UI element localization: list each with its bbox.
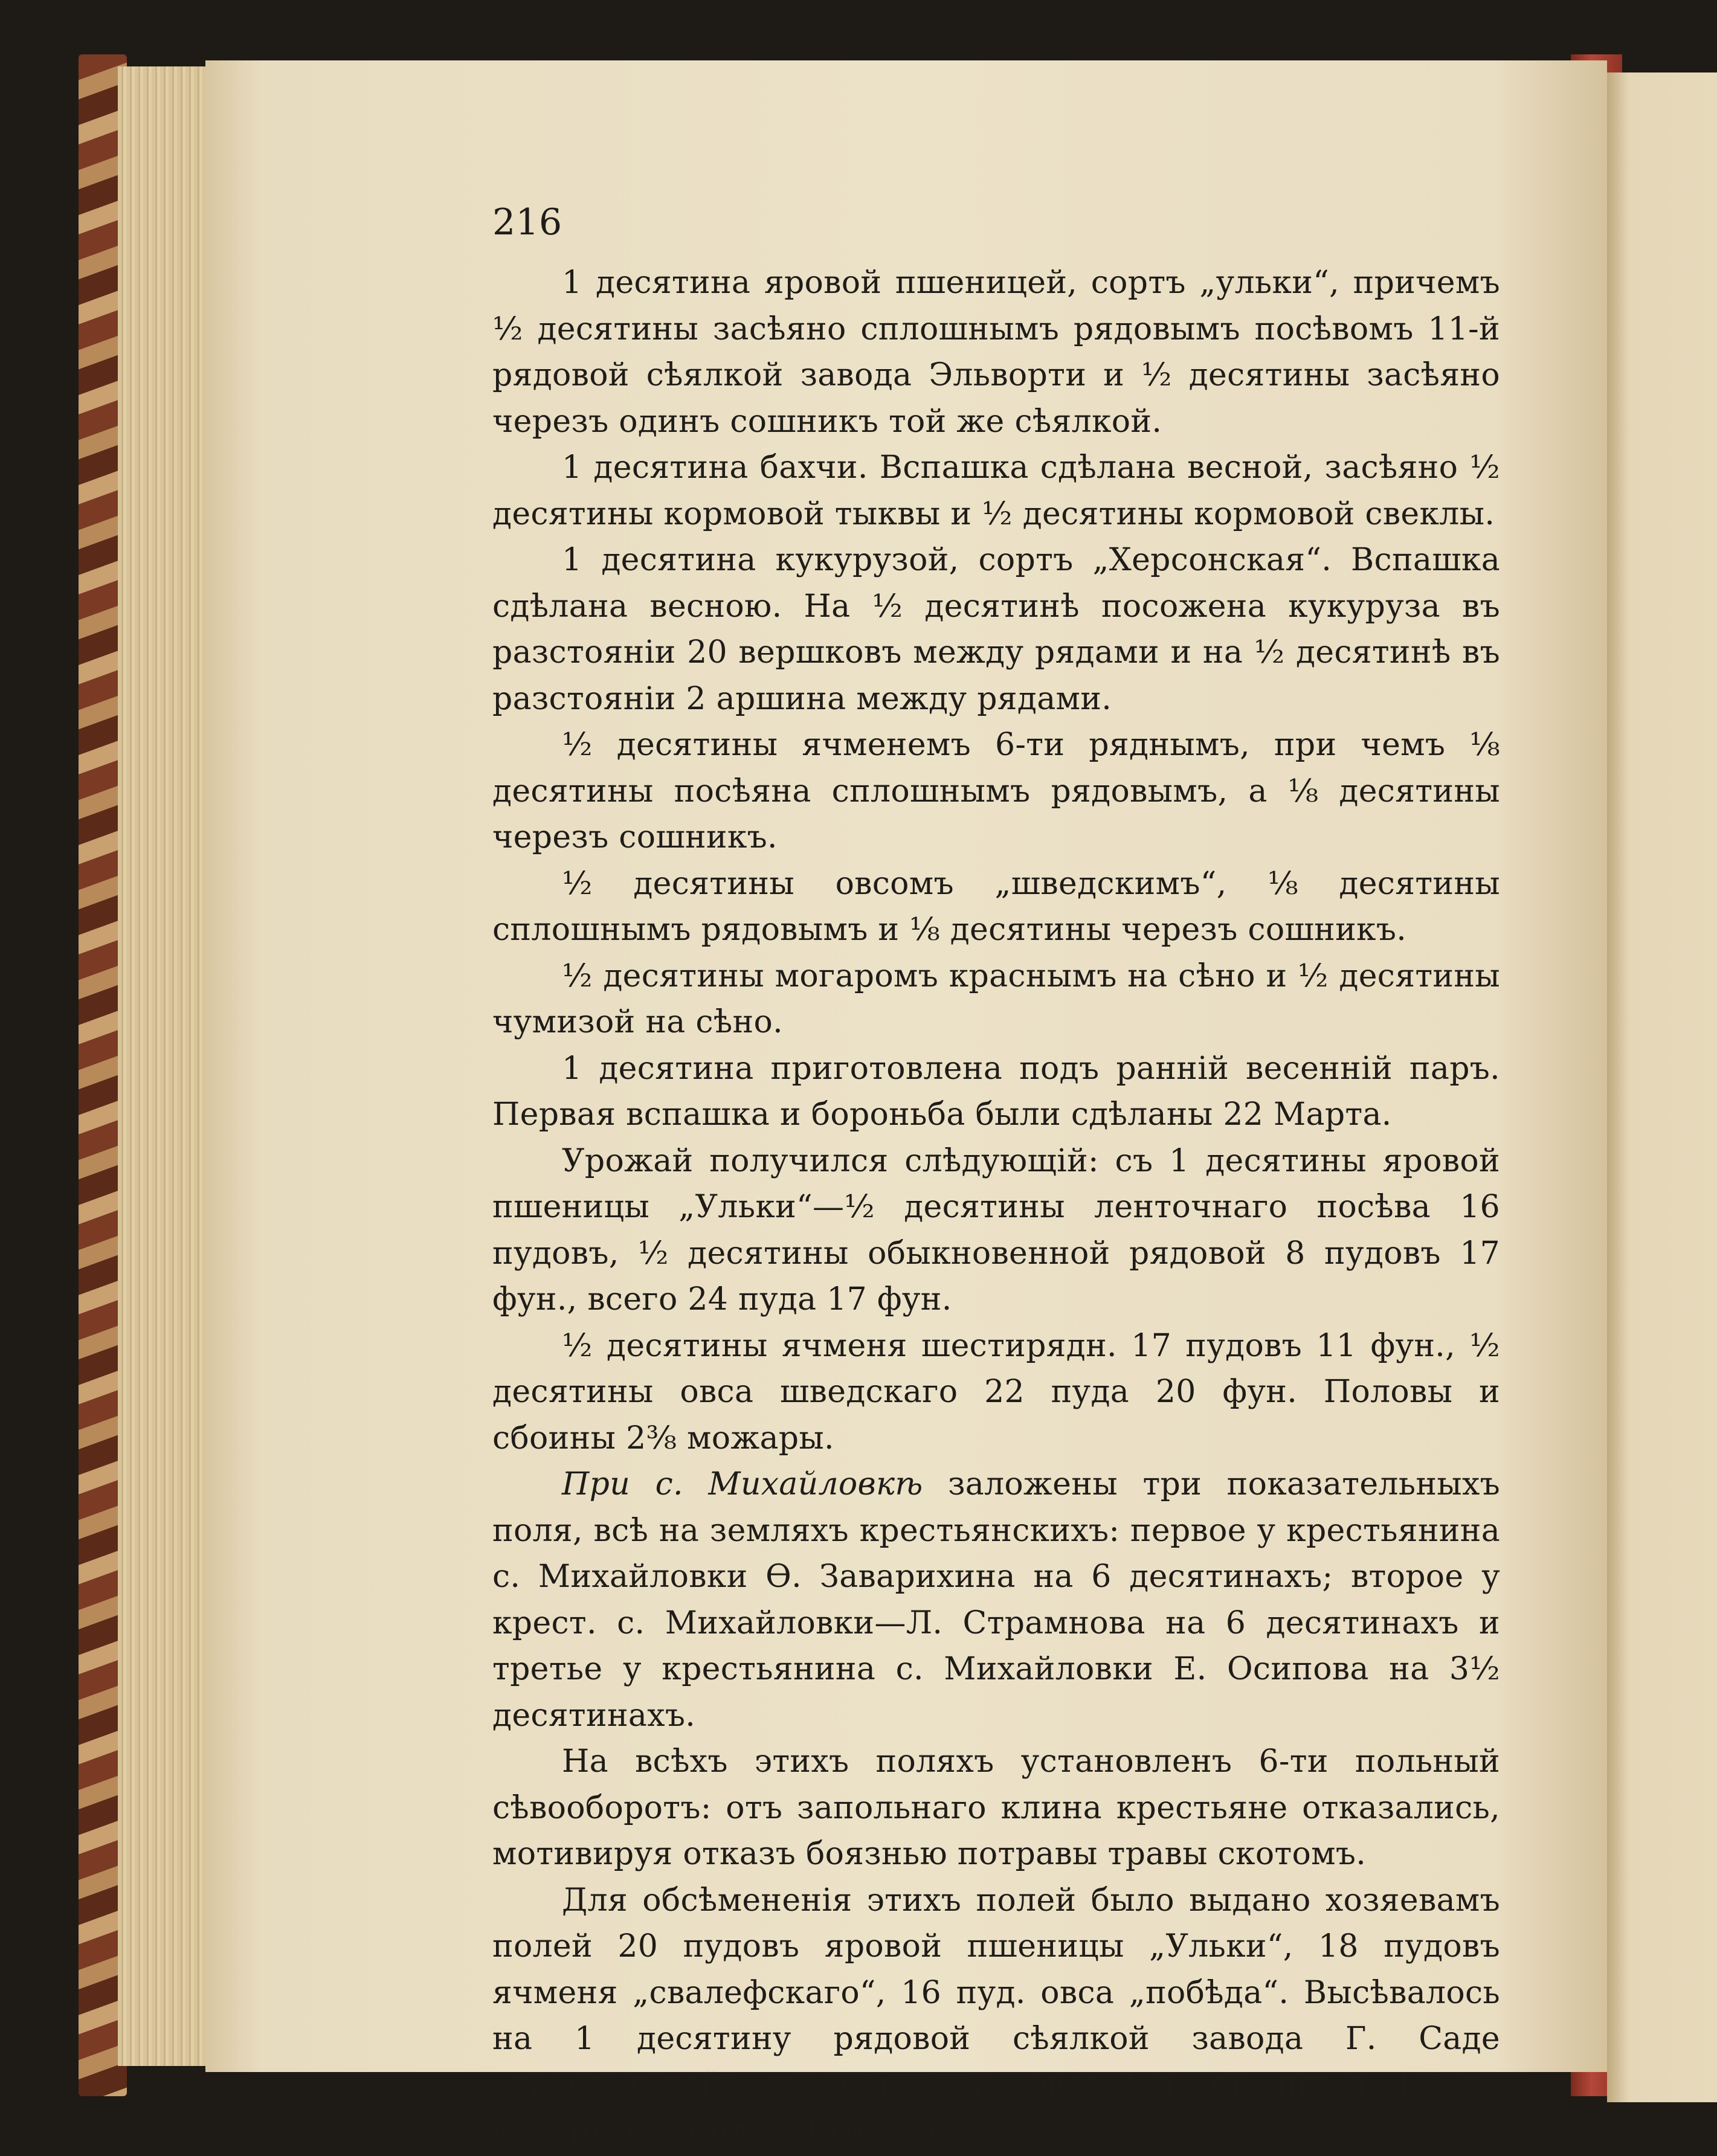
paragraph: ½ десятины ячменя шестирядн. 17 пудовъ 11 фун., ½ десятины овса шведскаго 22 пуда 20 фун. Половы и сбоины 2⅜ можары.: [492, 1327, 1500, 1456]
paragraph: 1 десятина приготовлена подъ раннiй весеннiй паръ. Первая вспашка и бороньба были сдѣланы 22 Марта.: [492, 1050, 1500, 1133]
page-number: 216: [492, 201, 562, 243]
paragraph: 1 десятина яровой пшеницей, сортъ „ульки“, причемъ ½ десятины засѣяно сплошнымъ рядовымъ посѣвомъ 11-й рядовой сѣялкой завода Эльворти и ½ десятины засѣяно черезъ одинъ сошникъ той же сѣялкой.: [492, 265, 1500, 440]
paragraph-mikhailovka: [492, 1461, 1500, 1739]
paragraph: 1 десятина кукурузой, сортъ „Херсонская“. Вспашка сдѣлана весною. На ½ десятинѣ посожена кукуруза въ разстоянiи 20 вершковъ между рядами и на ½ десятинѣ въ разстоянiи 2 аршина между рядами.: [492, 542, 1500, 717]
paragraph: ½ десятины ячменемъ 6-ти ряднымъ, при чемъ ⅛ десятины посѣяна сплошнымъ рядовымъ, а ⅛ десятины черезъ сошникъ.: [492, 727, 1500, 855]
paragraph: ½ десятины могаромъ краснымъ на сѣно и ½ десятины чумизой на сѣно.: [492, 957, 1500, 1040]
paragraph-rest: заложены три показательныхъ поля, всѣ на земляхъ крестьянскихъ: первое у крестьянина с. Михайловки Ѳ. Заварихина на 6 десятинахъ; второе у крест. с. Михайловки—Л. Страмнова на 6 десятинахъ и третье у крестьянина с. Михайловки Е. Осипова на 3½ десятинахъ.: [492, 1466, 1500, 1734]
paragraph: ½ десятины овсомъ „шведскимъ“, ⅛ десятины сплошнымъ рядовымъ и ⅛ десятины черезъ сошникъ.: [492, 865, 1500, 948]
italic-lead: При с. Михайловкѣ: [562, 1466, 923, 1502]
paragraph: Урожай получился слѣдующiй: съ 1 десятины яровой пшеницы „Ульки“—½ десятины ленточнаго посѣва 16 пудовъ, ½ десятины обыкновенной рядовой 8 пудовъ 17 фун., всего 24 пуда 17 фун.: [492, 1142, 1500, 1318]
page-content: [492, 199, 1500, 2155]
paragraph: На всѣхъ этихъ поляхъ установленъ 6-ти польный сѣвооборотъ: отъ запольнаго клина крестьяне отказались, мотивируя отказъ боязнью потравы травы скотомъ.: [492, 1743, 1500, 1872]
facing-page: [1607, 72, 1717, 2102]
paragraph: Для обсѣмененiя этихъ полей было выдано хозяевамъ полей 20 пудовъ яровой пшеницы „Ульки“, 18 пудовъ ячменя „свалефскаго“, 16 пуд. овса „побѣда“. Высѣвалось на 1 десятину рядовой сѣялкой завода Г. Саде „крестьянкой“: ячменя 4½ п., овса 4 п., яр. пшен. 4½ п., кукурузы, сортъ „Лимингъ“,: [492, 1882, 1500, 2149]
paragraph: 1 десятина бахчи. Вспашка сдѣлана весной, засѣяно ½ десятины кормовой тыквы и ½ десятины кормовой свеклы.: [492, 449, 1500, 532]
